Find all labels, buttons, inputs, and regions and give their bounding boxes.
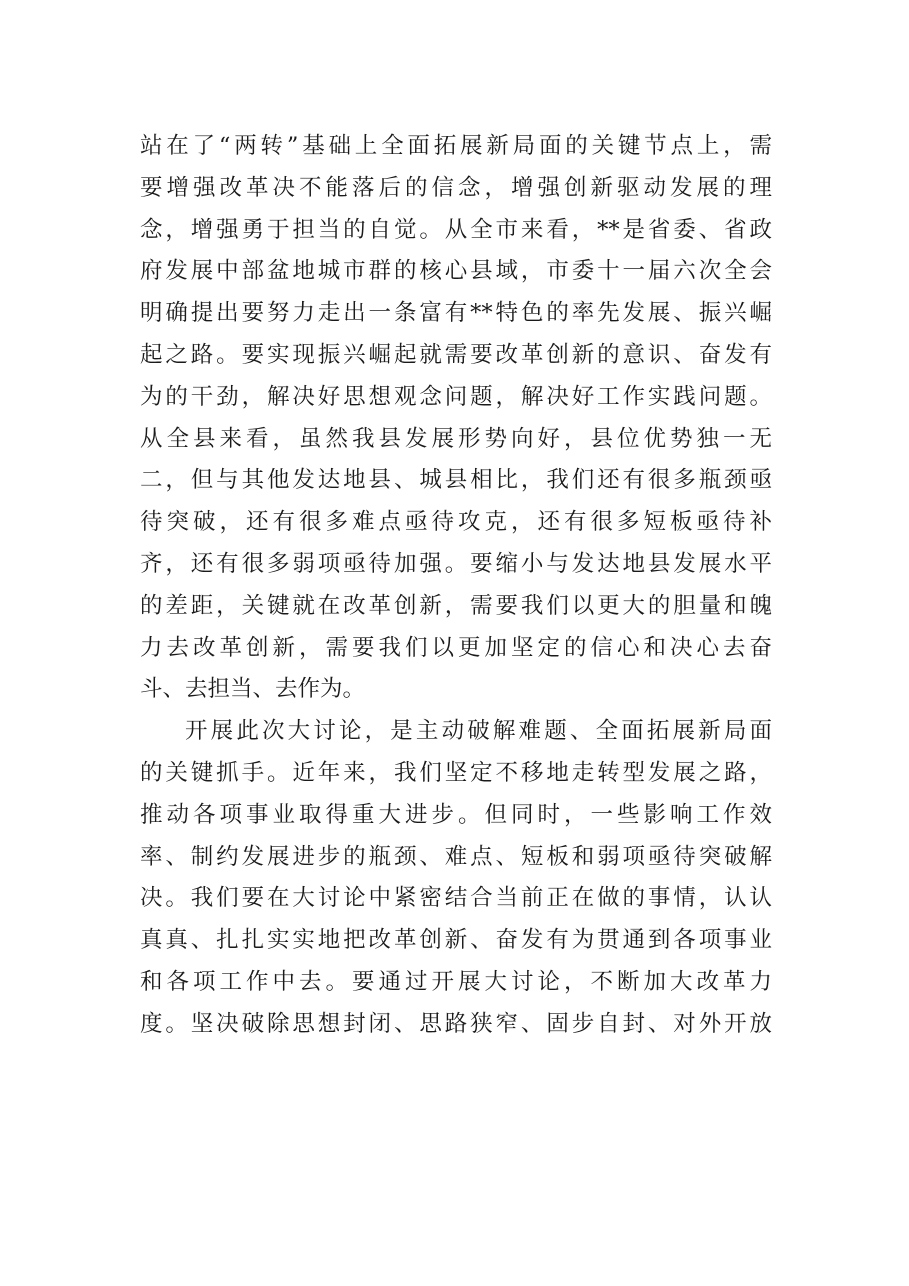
text-line: 为的干劲，解决好思想观念问题，解决好工作实践问题。 bbox=[140, 383, 772, 410]
text-line: 起之路。要实现振兴崛起就需要改革创新的意识、奋发有 bbox=[140, 341, 772, 368]
text-line: 和各项工作中去。要通过开展大讨论，不断加大改革力 bbox=[140, 968, 772, 995]
text-line: 率、制约发展进步的瓶颈、难点、短板和弱项亟待突破解 bbox=[140, 843, 772, 870]
text-line: 要增强改革决不能落后的信念，增强创新驱动发展的理 bbox=[140, 174, 772, 201]
text-line: 决。我们要在大讨论中紧密结合当前正在做的事情，认认 bbox=[140, 885, 772, 912]
text-line: 斗、去担当、去作为。 bbox=[140, 676, 366, 703]
text-line: 的关键抓手。近年来，我们坚定不移地走转型发展之路， bbox=[140, 759, 772, 786]
body-text bbox=[140, 126, 772, 1046]
text-line: 待突破，还有很多难点亟待攻克，还有很多短板亟待补 bbox=[140, 509, 772, 536]
text-line: 明确提出要努力走出一条富有**特色的率先发展、振兴崛 bbox=[140, 300, 772, 327]
text-line: 齐，还有很多弱项亟待加强。要缩小与发达地县发展水平 bbox=[140, 550, 772, 577]
text-line: 从全县来看，虽然我县发展形势向好，县位优势独一无 bbox=[140, 425, 772, 452]
text-line: 府发展中部盆地城市群的核心县域，市委十一届六次全会 bbox=[140, 258, 772, 285]
text-line: 推动各项事业取得重大进步。但同时，一些影响工作效 bbox=[140, 801, 772, 828]
text-line: 力去改革创新，需要我们以更加坚定的信心和决心去奋 bbox=[140, 634, 772, 661]
text-line: 的差距，关键就在改革创新，需要我们以更大的胆量和魄 bbox=[140, 592, 772, 619]
text-line: 开展此次大讨论，是主动破解难题、全面拓展新局面 bbox=[185, 718, 772, 745]
paragraph-2 bbox=[140, 711, 772, 1045]
text-line: 念，增强勇于担当的自觉。从全市来看，**是省委、省政 bbox=[140, 216, 772, 243]
text-line: 站在了“两转”基础上全面拓展新局面的关键节点上，需 bbox=[140, 133, 772, 159]
text-line: 真真、扎扎实实地把改革创新、奋发有为贯通到各项事业 bbox=[140, 927, 772, 954]
text-line: 度。坚决破除思想封闭、思路狭窄、固步自封、对外开放 bbox=[140, 1010, 772, 1037]
paragraph-1 bbox=[140, 126, 772, 711]
text-line: 二，但与其他发达地县、城县相比，我们还有很多瓶颈亟 bbox=[140, 467, 772, 494]
